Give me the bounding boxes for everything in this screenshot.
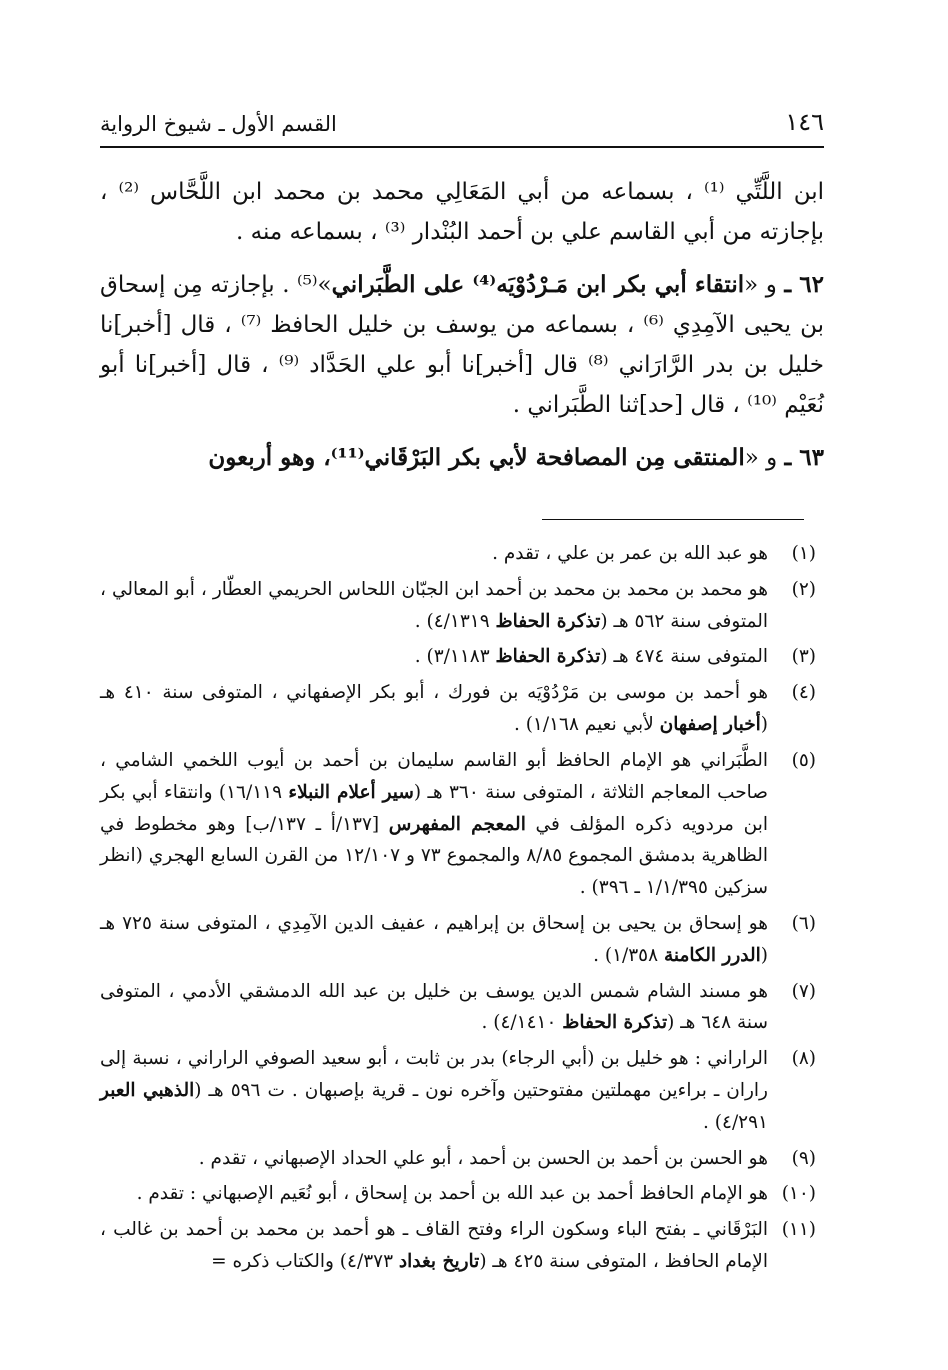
entry-62 (100, 265, 824, 426)
footnote-text (100, 641, 768, 673)
entry-title: انتقاء أبي بكر ابن مَـرْدُوْيَه⁽⁴⁾ على الطَّبَراني (331, 270, 745, 298)
footnote-marker: (٥) (791, 749, 816, 771)
footnote (100, 1214, 816, 1278)
footnotes (100, 538, 816, 1282)
footnote-text-part: ٤/١٤١٠) . (481, 1012, 563, 1034)
footnote-text-part: هو محمد بن محمد بن محمد بن أحمد ابن الجبّان اللحاس الحريمي العطّار ، أبو المعالي ، المتوفى سنة ٥٦٢ هـ ( (100, 578, 768, 632)
footnote-text-part: هو الحسن بن أحمد بن الحسن بن أحمد ، أبو علي الحداد الإصبهاني ، تقدم . (198, 1147, 768, 1169)
footnote-text-part: ١/٣٥٨) . (593, 944, 664, 966)
footnote-marker: (٦) (791, 912, 816, 934)
footnote-text-part: هو مسند الشام شمس الدين يوسف بن خليل بن عبد الله الدمشقي الأدمي ، المتوفى سنة ٦٤٨ هـ ( (100, 980, 768, 1034)
footnote-marker: (٩) (791, 1147, 816, 1169)
entry-body: »⁽⁵⁾ . بإجازته مِن إسحاق بن يحيى الآمِدِي ⁽⁶⁾ ، بسماعه من يوسف بن خليل الحافظ ⁽⁷⁾ ، قال [أخبر]نا خليل بن بدر الرَّارَاني ⁽⁸⁾ قال [أخبر]نا أبو علي الحَدَّاد ⁽⁹⁾ ، قال [أخبر]نا أبو نُعَيْم ⁽¹⁰⁾ ، قال [حد]ثنا الطَّبَراني . (100, 271, 824, 419)
footnote-text-part: هو إسحاق بن يحيى بن إسحاق بن إبراهيم ، عفيف الدين الآمِدِي ، المتوفى سنة ٧٢٥ هـ ( (100, 912, 769, 966)
footnote-marker: (١١) (781, 1219, 816, 1241)
entry-title: المنتقى مِن المصافحة لأبي بكر البَرْقَاني⁽¹¹⁾، وهو أربعون (208, 443, 745, 471)
running-head: القسم الأول ـ شيوخ الرواية (100, 112, 337, 136)
footnote-text (100, 745, 768, 904)
page-number: ١٤٦ (785, 108, 824, 136)
footnote-text-part: ٤/٣٧٣) والكتاب ذكره = (211, 1251, 399, 1273)
footnote-text (100, 1214, 768, 1278)
footnote (100, 1178, 816, 1210)
footnote-text (100, 976, 768, 1040)
footnote-text-part: [١٣٧/أ ـ ١٣٧/ب] وهو مخطوط في الظاهرية بدمشق المجموع ٨/٨٥ والمجموع ٧٣ و ١٢/١٠٧ من القرن السابع الهجري (انظر سزكين ١/١/٣٩٥ ـ ٣٩٦) . (100, 813, 768, 899)
footnote (100, 745, 816, 904)
cited-book-title: سير أعلام النبلاء (288, 781, 414, 803)
entry-63 (100, 438, 824, 478)
cited-book-title: تذكرة الحفاظ (562, 1012, 668, 1034)
footnote-text-part: ٣/١١٨٣) . (414, 646, 496, 668)
footnote-text-part: هو عبد الله بن عمر بن علي ، تقدم . (492, 543, 768, 564)
footnote-text-part: ٤/٢٩١) . (703, 1111, 768, 1133)
cited-book-title: تذكرة الحفاظ (495, 610, 601, 632)
footnote (100, 1143, 816, 1175)
footnote-text (100, 908, 768, 972)
cited-book-title: أخبار إصفهان (659, 714, 761, 736)
footnote (100, 641, 816, 673)
cited-book-title: تذكرة الحفاظ (495, 646, 601, 668)
footnote (100, 1043, 816, 1138)
footnote-marker: (٨) (791, 1048, 816, 1070)
footnote-marker: (٢) (791, 578, 816, 600)
footnote-text-part: المتوفى سنة ٤٧٤ هـ ( (600, 646, 768, 668)
entry-number: ٦٢ ـ (784, 270, 825, 298)
footnote-marker: (٣) (791, 646, 816, 668)
cited-book-title: الدرر الكامنة (663, 944, 761, 966)
footnote (100, 538, 816, 570)
entry-prefix: و « (744, 444, 778, 471)
page-header (100, 108, 824, 148)
footnote-marker: (١) (791, 543, 816, 564)
entry-number: ٦٣ ـ (784, 443, 824, 471)
entry-prefix: و « (744, 271, 777, 298)
main-text (100, 172, 824, 490)
footnote-text (100, 1143, 768, 1175)
cited-book-title: المعجم المفهرس (388, 813, 526, 835)
paragraph-continuation: ابن اللَّتِّي ⁽¹⁾ ، بسماعه من أبي المَعَالِي محمد بن محمد ابن اللَّحَّاس ⁽²⁾ ، بإجازته من أبي القاسم علي بن أحمد البُنْدار ⁽³⁾ ، بسماعه منه . (100, 179, 824, 246)
footnote-text (100, 538, 768, 570)
footnote-text (100, 677, 768, 741)
cited-book-title: تاريخ بغداد (398, 1251, 480, 1273)
footnote-text (100, 1043, 768, 1138)
footnote-text-part: ٤/١٣١٩) . (414, 610, 496, 632)
footnote-text (100, 574, 768, 638)
footnote-marker: (٧) (791, 980, 816, 1002)
footnote-text-part: ١٦/١١٩) وانتقاء أبي بكر ابن مردويه ذكره المؤلف في (100, 781, 768, 835)
footnote (100, 574, 816, 638)
cited-book-title: الذهبي العبر (100, 1080, 195, 1101)
footnote-marker: (١٠) (781, 1183, 816, 1205)
footnote (100, 976, 816, 1040)
footnote-text (100, 1178, 768, 1210)
footnote-text-part: هو أحمد بن موسى بن مَرْدُوْيَه بن فورك ، أبو بكر الإصفهاني ، المتوفى سنة ٤١٠ هـ ( (100, 682, 768, 736)
footnote-text-part: الراراني : هو خليل بن (أبي الرجاء) بدر بن ثابت ، أبو سعيد الصوفي الراراني ، نسبة إلى راران ـ براءين مهملتين مفتوحتين وآخره نون ـ قرية بإصبهان . ت ٥٩٦ هـ ( (100, 1048, 768, 1101)
header-rule (100, 146, 824, 148)
footnote-text-part: الطَّبَراني هو الإمام الحافظ أبو القاسم سليمان بن أحمد بن أيوب اللخمي الشامي ، صاحب المعاجم الثلاثة ، المتوفى سنة ٣٦٠ هـ ( (100, 749, 769, 803)
footnote-text-part: البَرْقَاني ـ بفتح الباء وسكون الراء وفتح القاف ـ هو أحمد بن محمد بن أحمد بن غالب ، الإمام الحافظ ، المتوفى سنة ٤٢٥ هـ ( (100, 1219, 768, 1273)
footnote-text-part: لأبي نعيم ١/١٦٨) . (513, 714, 660, 736)
footnote-text-part: هو الإمام الحافظ أحمد بن عبد الله بن أحمد بن إسحاق ، أبو نُعَيم الإصبهاني : تقدم . (136, 1183, 768, 1205)
footnote-separator (542, 519, 804, 520)
footnote-marker: (٤) (791, 682, 816, 704)
footnote (100, 908, 816, 972)
footnote (100, 677, 816, 741)
